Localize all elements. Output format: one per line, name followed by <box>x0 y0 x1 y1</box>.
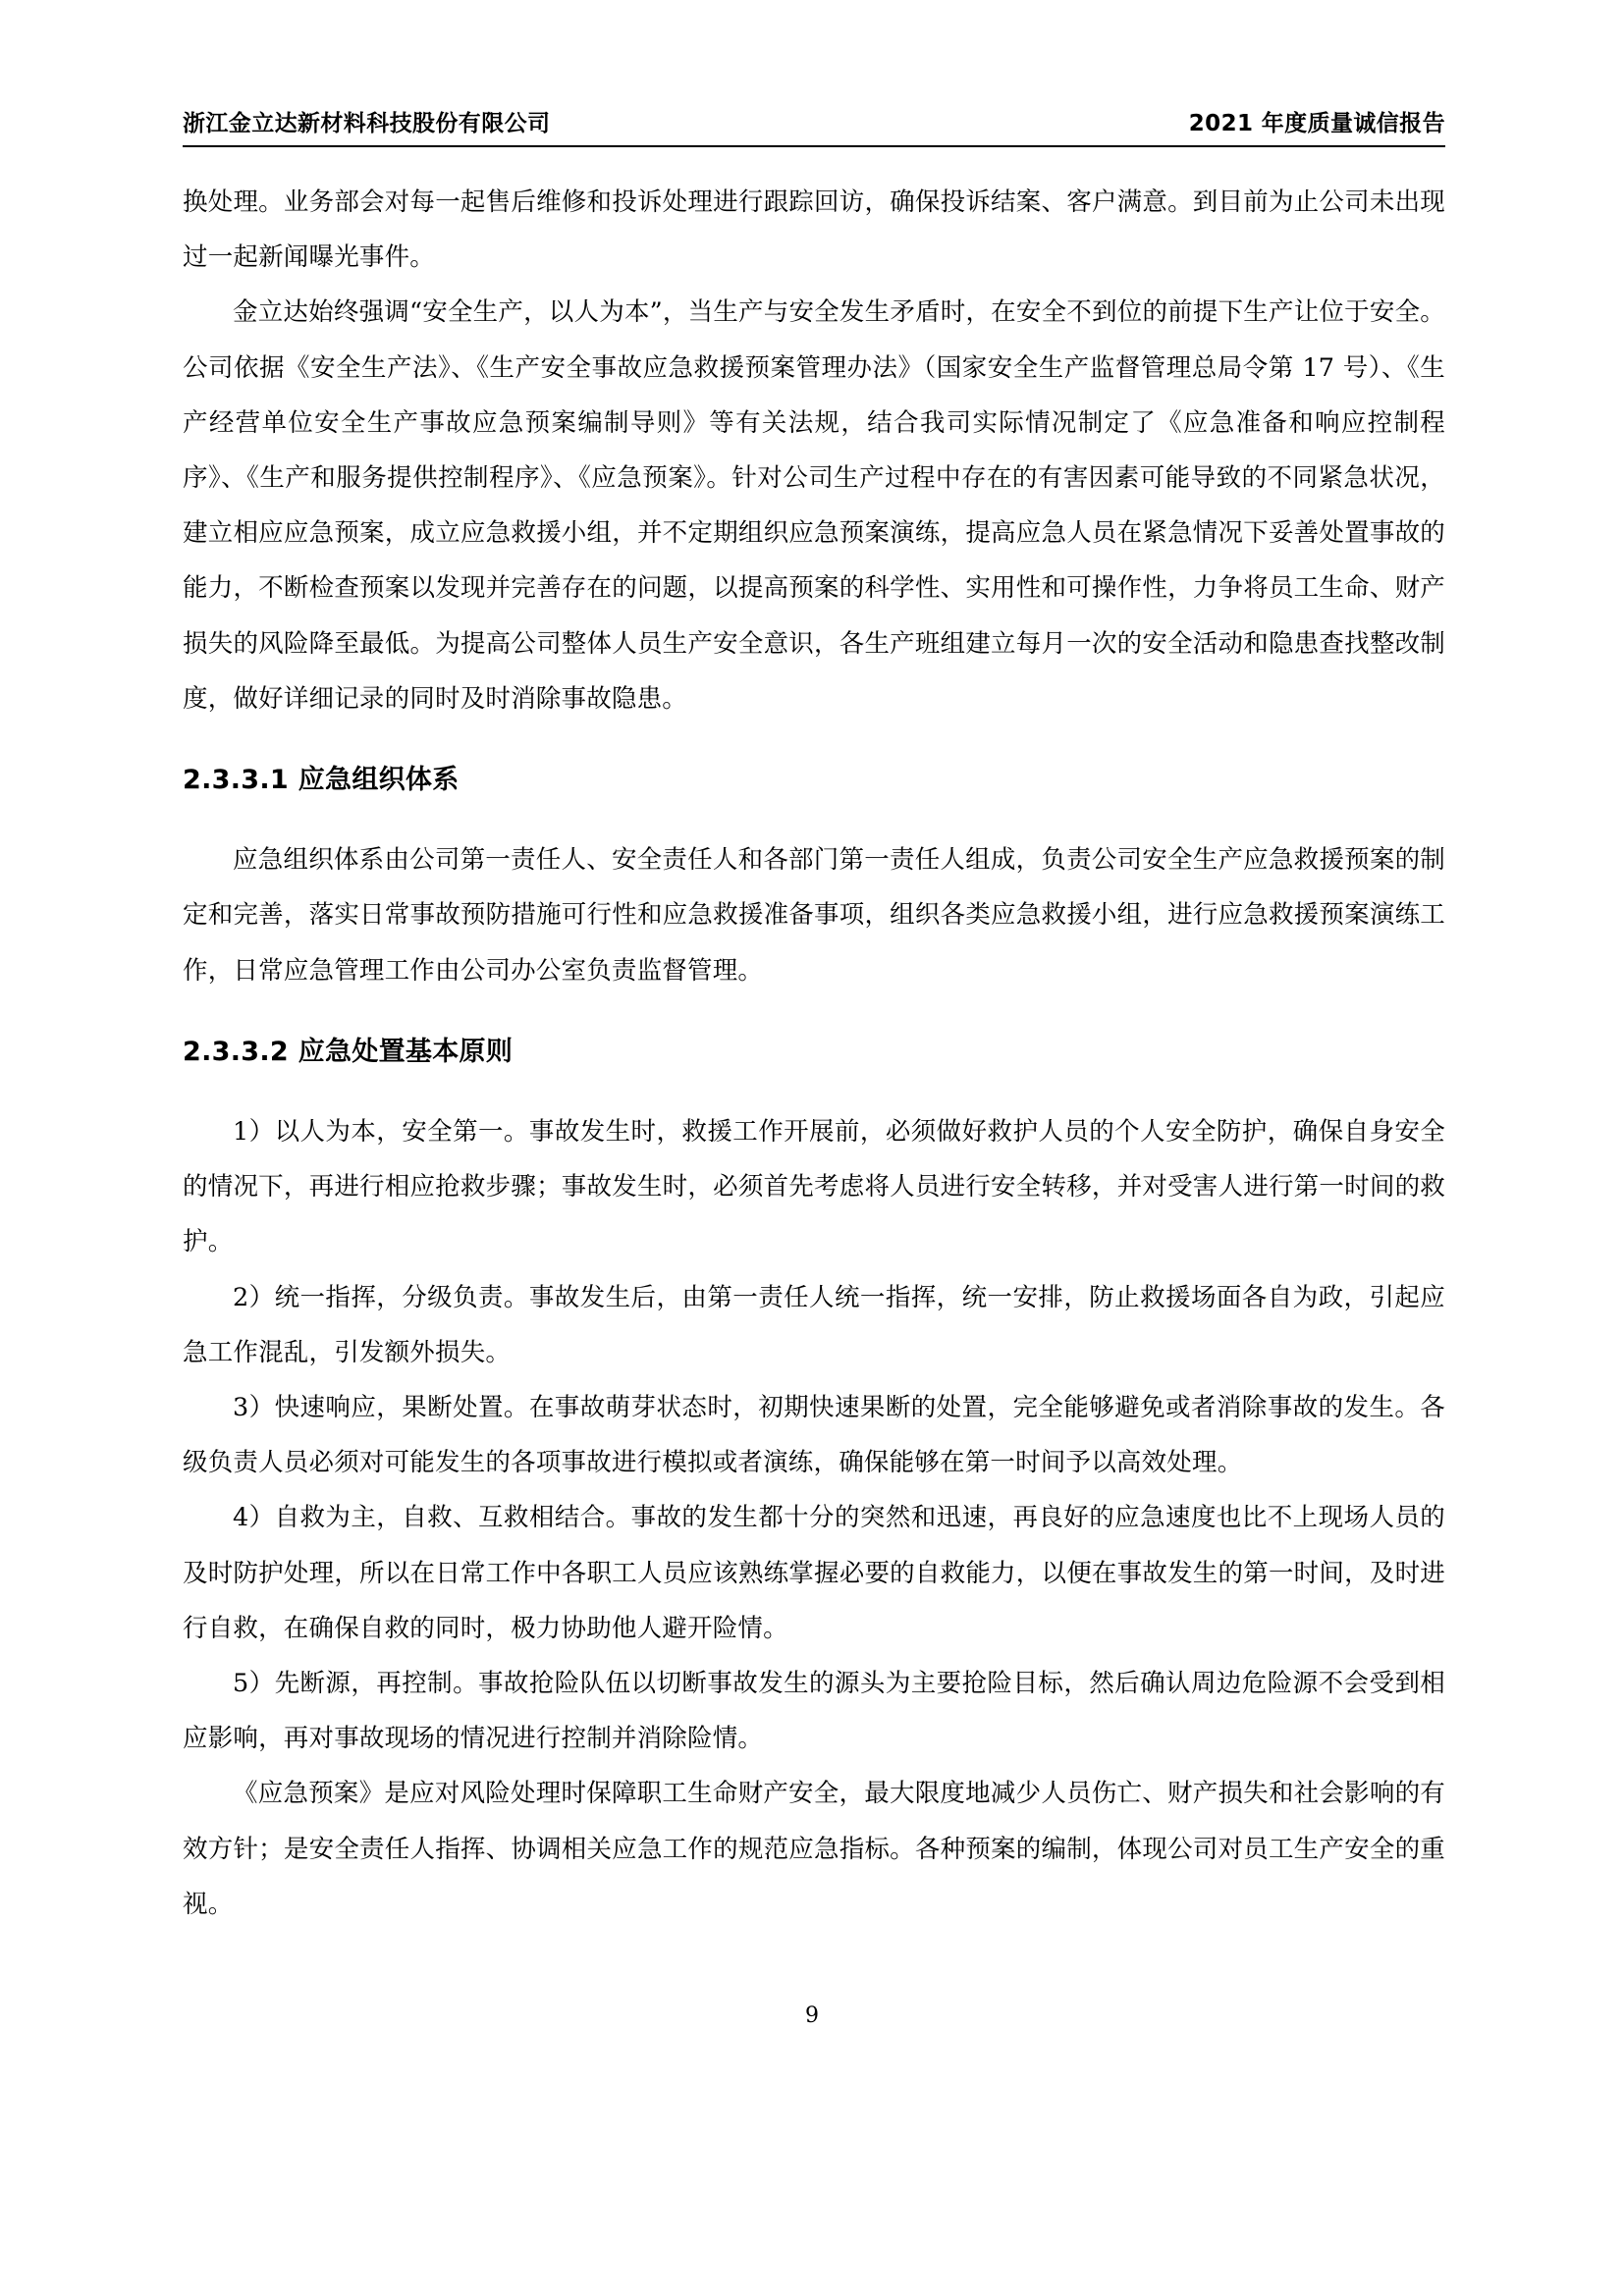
page-content <box>183 175 1445 1932</box>
paragraph-emergency-organization: 应急组织体系由公司第一责任人、安全责任人和各部门第一责任人组成，负责公司安全生产应急救援预案的制定和完善，落实日常事故预防措施可行性和应急救援准备事项，组织各类应急救援小组，进行应急救援预案演练工作，日常应急管理工作由公司办公室负责监督管理。 <box>183 845 1445 986</box>
spacer <box>183 808 1445 832</box>
heading-2-3-3-1: 2.3.3.1 应急组织体系 <box>183 765 460 796</box>
header-report-title: 2021 年度质量诚信报告 <box>1188 111 1445 136</box>
header-divider <box>183 145 1445 147</box>
page-header <box>183 110 1445 138</box>
paragraph-continued: 换处理。业务部会对每一起售后维修和投诉处理进行跟踪回访，确保投诉结案、客户满意。到目前为止公司未出现过一起新闻曝光事件。 <box>183 187 1445 273</box>
spacer <box>183 726 1445 753</box>
page-number: 9 <box>805 2003 819 2028</box>
spacer <box>183 998 1445 1025</box>
paragraph-safety-policy: 金立达始终强调“安全生产，以人为本”，当生产与安全发生矛盾时，在安全不到位的前提下生产让位于安全。公司依据《安全生产法》、《生产安全事故应急救援预案管理办法》（国家安全生产监督管理总局令第 17 号）、《生产经营单位安全生产事故应急预案编制导则》等有关法规，结合我司实际情况制定了《应急准备和响应控制程序》、《生产和服务提供控制程序》、《应急预案》。针对公司生产过程中存在的有害因素可能导致的不同紧急状况，建立相应应急预案，成立应急救援小组，并不定期组织应急预案演练，提高应急人员在紧急情况下妥善处置事故的能力，不断检查预案以发现并完善存在的问题，以提高预案的科学性、实用性和可操作性，力争将员工生命、财产损失的风险降至最低。为提高公司整体人员生产安全意识，各生产班组建立每月一次的安全活动和隐患查找整改制度，做好详细记录的同时及时消除事故隐患。 <box>183 297 1445 714</box>
header-company-name: 浙江金立达新材料科技股份有限公司 <box>183 111 551 136</box>
paragraph-emergency-plan-summary: 《应急预案》是应对风险处理时保障职工生命财产安全，最大限度地减少人员伤亡、财产损失和社会影响的有效方针；是安全责任人指挥、协调相关应急工作的规范应急指标。各种预案的编制，体现公司对员工生产安全的重视。 <box>183 1779 1445 1919</box>
heading-2-3-3-2: 2.3.3.2 应急处置基本原则 <box>183 1036 514 1067</box>
list-item: 5）先断源，再控制。事故抢险队伍以切断事故发生的源头为主要抢险目标，然后确认周边危险源不会受到相应影响，再对事故现场的情况进行控制并消除险情。 <box>183 1669 1445 1754</box>
list-item: 4）自救为主，自救、互救相结合。事故的发生都十分的突然和迅速，再良好的应急速度也比不上现场人员的及时防护处理，所以在日常工作中各职工人员应该熟练掌握必要的自救能力，以便在事故发生的第一时间，及时进行自救，在确保自救的同时，极力协助他人避开险情。 <box>183 1503 1445 1643</box>
list-item: 3）快速响应，果断处置。在事故萌芽状态时，初期快速果断的处置，完全能够避免或者消除事故的发生。各级负责人员必须对可能发生的各项事故进行模拟或者演练，确保能够在第一时间予以高效处理。 <box>183 1393 1445 1478</box>
list-item: 2）统一指挥，分级负责。事故发生后，由第一责任人统一指挥，统一安排，防止救援场面各自为政，引起应急工作混乱，引发额外损失。 <box>183 1282 1445 1367</box>
spacer <box>183 1080 1445 1104</box>
list-item: 1）以人为本，安全第一。事故发生时，救援工作开展前，必须做好救护人员的个人安全防护，确保自身安全的情况下，再进行相应抢救步骤；事故发生时，必须首先考虑将人员进行安全转移，并对受害人进行第一时间的救护。 <box>183 1117 1445 1257</box>
